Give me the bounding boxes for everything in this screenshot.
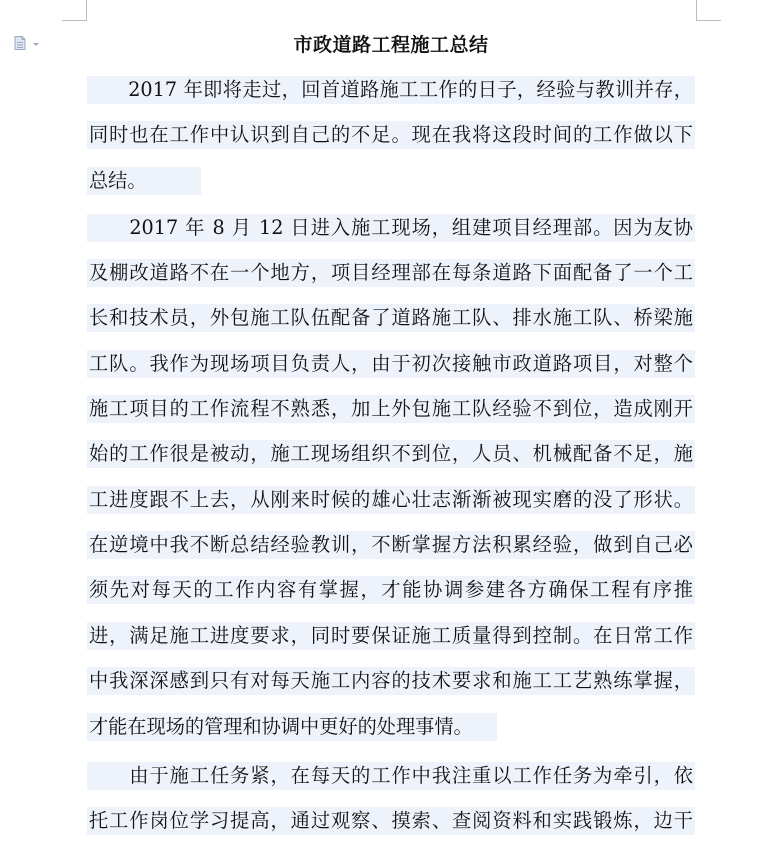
- paragraph-line: 2017 年 8 月 12 日进入施工现场，组建项目经理部。因为友协: [87, 214, 695, 242]
- paragraph-line: 才能在现场的管理和协调中更好的处理事情。: [87, 713, 497, 741]
- paragraph-line: 及棚改道路不在一个地方，项目经理部在每条道路下面配备了一个工: [87, 259, 695, 287]
- page-corner-mark-top-left: [62, 0, 87, 21]
- document-icon[interactable]: [14, 36, 40, 50]
- paragraph-line: 中我深深感到只有对每天施工内容的技术要求和施工工艺熟练掌握，: [87, 667, 695, 695]
- page-corner-mark-top-right: [696, 0, 721, 21]
- paragraph-line: 在逆境中我不断总结经验教训，不断掌握方法积累经验，做到自己必: [87, 531, 695, 559]
- chevron-down-icon: [33, 43, 39, 46]
- document-title: 市政道路工程施工总结: [293, 34, 489, 56]
- paragraph-line: 总结。: [87, 167, 201, 195]
- paragraph-line: 始的工作很是被动，施工现场组织不到位，人员、机械配备不足，施: [87, 440, 695, 468]
- paragraph-line: 同时也在工作中认识到自己的不足。现在我将这段时间的工作做以下: [87, 121, 695, 149]
- paragraph-line: 2017 年即将走过，回首道路施工工作的日子，经验与教训并存，: [87, 76, 695, 104]
- paragraph-line: 托工作岗位学习提高，通过观察、摸索、查阅资料和实践锻炼，边干: [87, 807, 695, 835]
- paragraph-line: 长和技术员，外包施工队伍配备了道路施工队、排水施工队、桥梁施: [87, 304, 695, 332]
- paragraph-line: 进，满足施工进度要求，同时要保证施工质量得到控制。在日常工作: [87, 622, 695, 650]
- paragraph-line: 工进度跟不上去，从刚来时候的雄心壮志渐渐被现实磨的没了形状。: [87, 486, 695, 514]
- paragraph-line: 由于施工任务紧，在每天的工作中我注重以工作任务为牵引，依: [87, 762, 695, 790]
- paragraph-line: 工队。我作为现场项目负责人，由于初次接触市政道路项目，对整个: [87, 350, 695, 378]
- paragraph-line: 施工项目的工作流程不熟悉，加上外包施工队经验不到位，造成刚开: [87, 395, 695, 423]
- paragraph-line: 须先对每天的工作内容有掌握，才能协调参建各方确保工程有序推: [87, 576, 695, 604]
